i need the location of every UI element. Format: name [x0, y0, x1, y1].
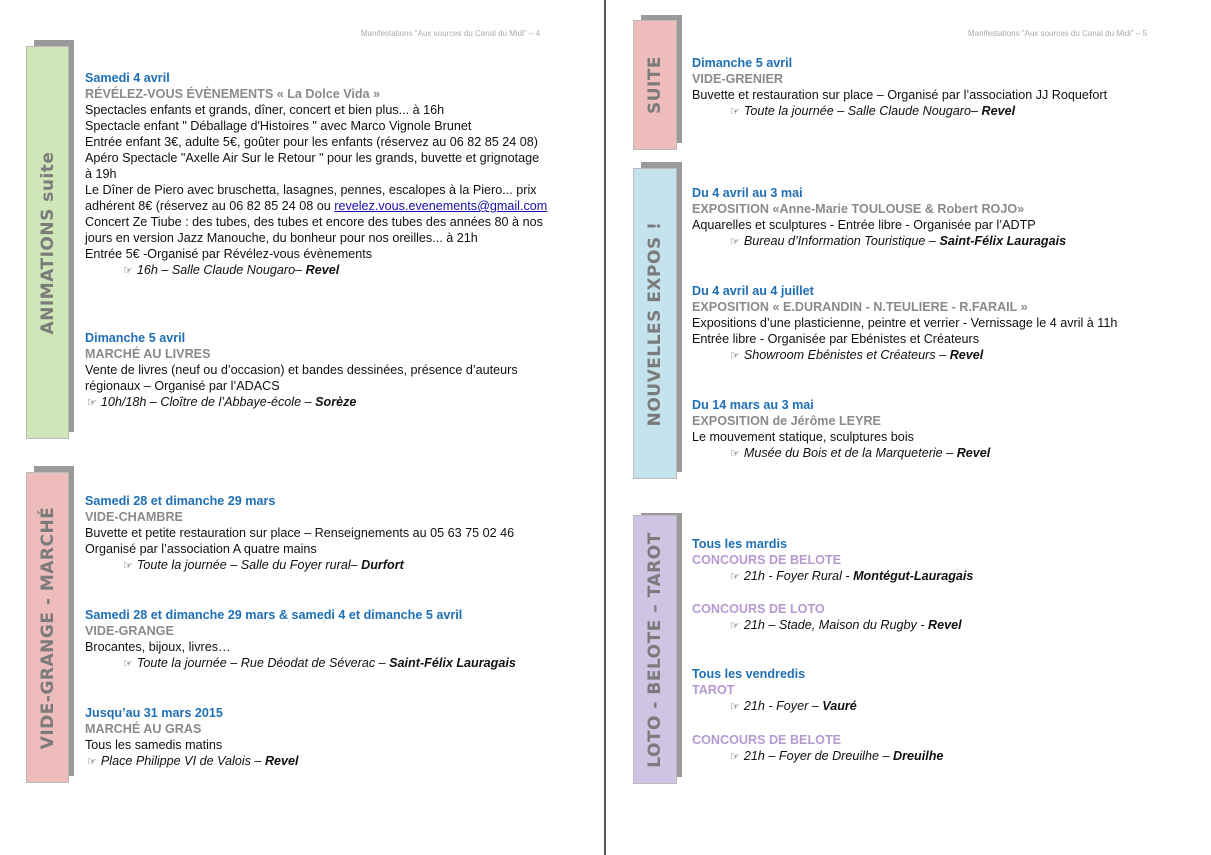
page-divider — [604, 0, 606, 855]
event-text: Brocantes, bijoux, livres… — [85, 640, 231, 654]
tab-nouvelles-expos-label: NOUVELLES EXPOS ! — [645, 221, 665, 426]
tab-vide-grange — [26, 466, 74, 784]
event-text: à 19h — [85, 167, 117, 181]
event-title: CONCOURS DE LOTO — [692, 602, 825, 616]
event-location — [692, 103, 1192, 120]
tab-loto-belote-tarot-label: LOTO - BELOTE – TAROT — [645, 531, 665, 768]
location-text: 16h – Salle Claude Nougaro– — [136, 263, 306, 277]
location-text: Toute la journée – Salle Claude Nougaro– — [743, 104, 982, 118]
event-expo-durandin — [692, 283, 1192, 364]
hand-pointer-icon: ☞ — [730, 701, 740, 713]
event-date: Tous les vendredis — [692, 667, 806, 681]
location-city: Saint-Félix Lauragais — [389, 656, 516, 670]
event-date: Dimanche 5 avril — [692, 56, 793, 70]
event-date: Samedi 28 et dimanche 29 mars & samedi 4 et dimanche 5 avril — [85, 608, 463, 622]
hand-pointer-icon: ☞ — [730, 620, 740, 632]
email-link[interactable]: revelez.vous.evenements@gmail.com — [334, 199, 548, 213]
event-text: Buvette et petite restauration sur place – Renseignements au 05 63 75 02 46 — [85, 526, 515, 540]
location-city: Revel — [264, 754, 299, 768]
event-date: Du 14 mars au 3 mai — [692, 398, 814, 412]
hand-pointer-icon: ☞ — [730, 751, 740, 763]
event-title: VIDE-CHAMBRE — [85, 510, 183, 524]
tab-animations-label: ANIMATIONS suite — [37, 151, 58, 334]
event-text: Spectacles enfants et grands, dîner, concert et bien plus... à 16h — [85, 103, 445, 117]
right-page-header: Manifestations "Aux sources du Canal du Midi" – 5 — [968, 29, 1148, 38]
location-text: 21h - Foyer – — [743, 699, 823, 713]
location-city: Vauré — [822, 699, 857, 713]
event-text: Organisé par l’association A quatre mains — [85, 542, 317, 556]
event-title: EXPOSITION «Anne-Marie TOULOUSE & Robert ROJO» — [692, 202, 1025, 216]
event-text-part: adhérent 8€ (réservez au 06 82 85 24 08 ou — [85, 199, 335, 213]
location-city: Revel — [981, 104, 1016, 118]
event-text — [85, 198, 585, 214]
event-date: Jusqu’au 31 mars 2015 — [85, 706, 223, 720]
event-title: EXPOSITION « E.DURANDIN - N.TEULIERE - R.FARAIL » — [692, 300, 1028, 314]
event-location — [692, 568, 1192, 585]
location-text: 21h - Foyer Rural - — [743, 569, 854, 583]
event-text: Concert Ze Tiube : des tubes, des tubes et encore des tubes des années 80 à nos — [85, 215, 543, 229]
location-text: Showroom Ebénistes et Créateurs – — [743, 348, 950, 362]
event-text: Entrée libre - Organisée par Ebénistes et Créateurs — [692, 332, 979, 346]
location-text: Musée du Bois et de la Marqueterie – — [743, 446, 957, 460]
hand-pointer-icon: ☞ — [730, 236, 740, 248]
event-loto — [692, 601, 1192, 634]
event-expo-leyre — [692, 397, 1192, 462]
left-page-header: Manifestations "Aux sources du Canal du Midi" – 4 — [361, 29, 541, 38]
location-city: Durfort — [361, 558, 404, 572]
event-title: MARCHÉ AU LIVRES — [85, 347, 211, 361]
hand-pointer-icon: ☞ — [87, 756, 97, 768]
tab-vide-grange-label: VIDE-GRANGE - MARCHÉ — [37, 506, 58, 749]
event-date: Dimanche 5 avril — [85, 331, 186, 345]
hand-pointer-icon: ☞ — [123, 658, 133, 670]
hand-pointer-icon: ☞ — [87, 397, 97, 409]
event-text: Expositions d’une plasticienne, peintre et verrier - Vernissage le 4 avril à 11h — [692, 316, 1118, 330]
location-text: Bureau d’Information Touristique – — [743, 234, 940, 248]
event-text: Entrée enfant 3€, adulte 5€, goûter pour les enfants (réservez au 06 82 85 24 08) — [85, 135, 538, 149]
event-title: RÉVÉLEZ-VOUS ÉVÈNEMENTS « La Dolce Vida » — [85, 87, 381, 101]
location-city: Saint-Félix Lauragais — [939, 234, 1067, 248]
event-text: Entrée 5€ -Organisé par Révélez-vous évènements — [85, 247, 373, 261]
event-text: Aquarelles et sculptures - Entrée libre - Organisée par l’ADTP — [692, 218, 1036, 232]
event-revelez-vous — [85, 70, 585, 279]
event-location — [85, 753, 585, 770]
event-vide-grange — [85, 607, 585, 672]
event-title: EXPOSITION de Jérôme LEYRE — [692, 414, 881, 428]
event-location — [85, 262, 585, 279]
location-text: 21h – Foyer de Dreuilhe – — [743, 749, 893, 763]
event-title: VIDE-GRANGE — [85, 624, 174, 638]
hand-pointer-icon: ☞ — [123, 560, 133, 572]
event-belote-mardis — [692, 536, 1192, 585]
hand-pointer-icon: ☞ — [123, 265, 133, 277]
event-marche-livres — [85, 330, 585, 411]
location-city: Revel — [949, 348, 984, 362]
location-text: Place Philippe VI de Valois – — [100, 754, 265, 768]
hand-pointer-icon: ☞ — [730, 571, 740, 583]
location-text: 10h/18h – Cloître de l’Abbaye-école – — [100, 395, 316, 409]
event-location — [692, 748, 1192, 765]
event-text: Le Dîner de Piero avec bruschetta, lasagnes, pennes, escalopes à la Piero... prix — [85, 183, 537, 197]
hand-pointer-icon: ☞ — [730, 448, 740, 460]
event-vide-chambre — [85, 493, 585, 574]
location-text: 21h – Stade, Maison du Rugby - — [743, 618, 928, 632]
location-text: Toute la journée – Rue Déodat de Séverac – — [136, 656, 390, 670]
location-city: Montégut-Lauragais — [853, 569, 974, 583]
event-date: Samedi 28 et dimanche 29 mars — [85, 494, 276, 508]
event-text: Buvette et restauration sur place – Organisé par l’association JJ Roquefort — [692, 88, 1108, 102]
event-text: Spectacle enfant " Déballage d'Histoires " avec Marco Vignole Brunet — [85, 119, 472, 133]
location-city: Dreuilhe — [893, 749, 944, 763]
event-title: CONCOURS DE BELOTE — [692, 733, 842, 747]
event-vide-grenier — [692, 55, 1192, 120]
tab-loto-belote-tarot — [633, 513, 683, 785]
event-date: Du 4 avril au 4 juillet — [692, 284, 814, 298]
event-text: Apéro Spectacle "Axelle Air Sur le Retour " pour les grands, buvette et grignotage — [85, 151, 540, 165]
tab-animations — [26, 40, 74, 440]
event-location — [692, 445, 1192, 462]
event-location — [85, 557, 585, 574]
event-text: Vente de livres (neuf ou d’occasion) et bandes dessinées, présence d’auteurs — [85, 363, 518, 377]
event-text: régionaux – Organisé par l’ADACS — [85, 379, 280, 393]
location-city: Revel — [928, 618, 962, 632]
event-location — [85, 394, 585, 411]
event-title: CONCOURS DE BELOTE — [692, 553, 842, 567]
event-expo-toulouse-rojo — [692, 185, 1192, 250]
event-text: Tous les samedis matins — [85, 738, 223, 752]
location-city: Sorèze — [315, 395, 357, 409]
event-marche-gras — [85, 705, 585, 770]
event-text: Le mouvement statique, sculptures bois — [692, 430, 914, 444]
tab-suite-label: SUITE — [645, 55, 665, 115]
event-location — [692, 347, 1192, 364]
event-location — [692, 233, 1192, 250]
event-date: Tous les mardis — [692, 537, 787, 551]
event-title: TAROT — [692, 683, 735, 697]
event-location — [692, 698, 1192, 715]
event-title: VIDE-GRENIER — [692, 72, 783, 86]
event-tarot — [692, 666, 1192, 715]
event-text: jours en version Jazz Manouche, du bonheur pour nos oreilles... à 21h — [85, 231, 478, 245]
tab-suite — [633, 15, 683, 151]
location-city: Revel — [956, 446, 991, 460]
hand-pointer-icon: ☞ — [730, 350, 740, 362]
tab-nouvelles-expos — [633, 162, 683, 480]
event-belote-dreuilhe — [692, 732, 1192, 765]
event-title: MARCHÉ AU GRAS — [85, 722, 202, 736]
event-location — [692, 617, 1192, 634]
location-city: Revel — [305, 263, 340, 277]
event-date: Samedi 4 avril — [85, 71, 170, 85]
event-date: Du 4 avril au 3 mai — [692, 186, 803, 200]
event-location — [85, 655, 585, 672]
location-text: Toute la journée – Salle du Foyer rural– — [136, 558, 362, 572]
hand-pointer-icon: ☞ — [730, 106, 740, 118]
